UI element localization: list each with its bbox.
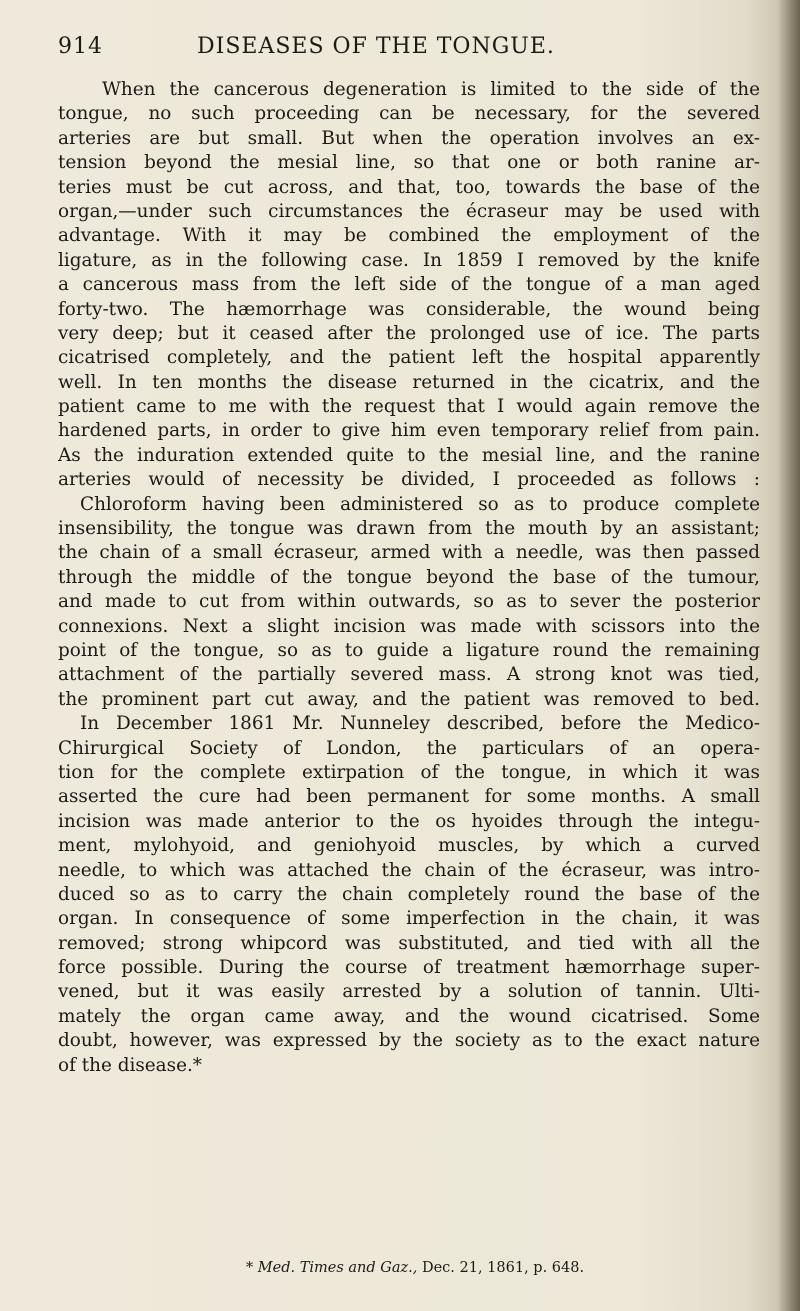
text-line: and made to cut from within outwards, so as to sever the posterior bbox=[58, 591, 760, 613]
text-line: tongue, no such proceeding can be necessary, for the severed bbox=[58, 103, 760, 125]
text-line: mately the organ came away, and the wound cicatrised. Some bbox=[58, 1005, 760, 1027]
text-line: tension beyond the mesial line, so that one or both ranine ar- bbox=[58, 152, 760, 174]
text-line: the prominent part cut away, and the patient was removed to bed. bbox=[58, 688, 760, 710]
text-line: cicatrised completely, and the patient left the hospital apparently bbox=[58, 347, 760, 369]
text-line: a cancerous mass from the left side of the tongue of a man aged bbox=[58, 274, 760, 296]
body-text bbox=[58, 78, 760, 1078]
text-line: organ,—under such circumstances the écraseur may be used with bbox=[58, 200, 760, 222]
text-line: asserted the cure had been permanent for some months. A small bbox=[58, 786, 760, 808]
text-line: hardened parts, in order to give him even temporary relief from pain. bbox=[58, 420, 760, 442]
text-line: very deep; but it ceased after the prolonged use of ice. The parts bbox=[58, 322, 760, 344]
text-line: arteries would of necessity be divided, I proceeded as follows : bbox=[58, 469, 760, 491]
running-head bbox=[58, 34, 758, 64]
text-line: duced so as to carry the chain completely round the base of the bbox=[58, 883, 760, 905]
text-line: attachment of the partially severed mass. A strong knot was tied, bbox=[58, 664, 760, 686]
text-line: tion for the complete extirpation of the tongue, in which it was bbox=[58, 761, 760, 783]
page-edge-shadow bbox=[778, 0, 800, 1311]
footnote-citation: Dec. 21, 1861, p. 648. bbox=[421, 1260, 585, 1276]
text-line: ligature, as in the following case. In 1859 I removed by the knife bbox=[58, 249, 760, 271]
text-line: force possible. During the course of treatment hæmorrhage super- bbox=[58, 957, 760, 979]
text-line: ment, mylohyoid, and geniohyoid muscles, by which a curved bbox=[58, 835, 760, 857]
text-line: of the disease.* bbox=[58, 1054, 202, 1076]
text-line: well. In ten months the disease returned in the cicatrix, and the bbox=[58, 371, 760, 393]
page-title: DISEASES OF THE TONGUE. bbox=[197, 34, 555, 59]
text-line: vened, but it was easily arrested by a solution of tannin. Ulti- bbox=[58, 981, 760, 1003]
text-line: Chirurgical Society of London, the particulars of an opera- bbox=[58, 737, 760, 759]
text-line: In December 1861 Mr. Nunneley described, before the Medico- bbox=[80, 713, 760, 735]
footnote-journal: Med. Times and Gaz., bbox=[257, 1260, 418, 1276]
text-line: teries must be cut across, and that, too, towards the base of the bbox=[58, 176, 760, 198]
text-line: advantage. With it may be combined the employment of the bbox=[58, 225, 760, 247]
footnote-marker: * bbox=[245, 1260, 254, 1276]
text-line: forty-two. The hæmorrhage was considerable, the wound being bbox=[58, 298, 760, 320]
text-line: doubt, however, was expressed by the society as to the exact nature bbox=[58, 1030, 760, 1052]
text-line: incision was made anterior to the os hyoides through the integu- bbox=[58, 810, 760, 832]
text-line: point of the tongue, so as to guide a ligature round the remaining bbox=[58, 639, 760, 661]
text-line: insensibility, the tongue was drawn from the mouth by an assistant; bbox=[58, 518, 760, 540]
footnote bbox=[0, 1260, 800, 1276]
text-line: patient came to me with the request that I would again remove the bbox=[58, 396, 760, 418]
text-line: removed; strong whipcord was substituted, and tied with all the bbox=[58, 932, 760, 954]
text-line: Chloroform having been administered so as to produce complete bbox=[80, 493, 760, 515]
page-number: 914 bbox=[58, 34, 103, 59]
text-line: needle, to which was attached the chain of the écraseur, was intro- bbox=[58, 859, 760, 881]
text-line: the chain of a small écraseur, armed with a needle, was then passed bbox=[58, 542, 760, 564]
text-line: arteries are but small. But when the operation involves an ex- bbox=[58, 127, 760, 149]
text-line: through the middle of the tongue beyond the base of the tumour, bbox=[58, 566, 760, 588]
text-line: connexions. Next a slight incision was made with scissors into the bbox=[58, 615, 760, 637]
text-line: When the cancerous degeneration is limited to the side of the bbox=[102, 79, 760, 100]
text-line: organ. In consequence of some imperfection in the chain, it was bbox=[58, 908, 760, 930]
text-line: As the induration extended quite to the mesial line, and the ranine bbox=[58, 444, 760, 466]
